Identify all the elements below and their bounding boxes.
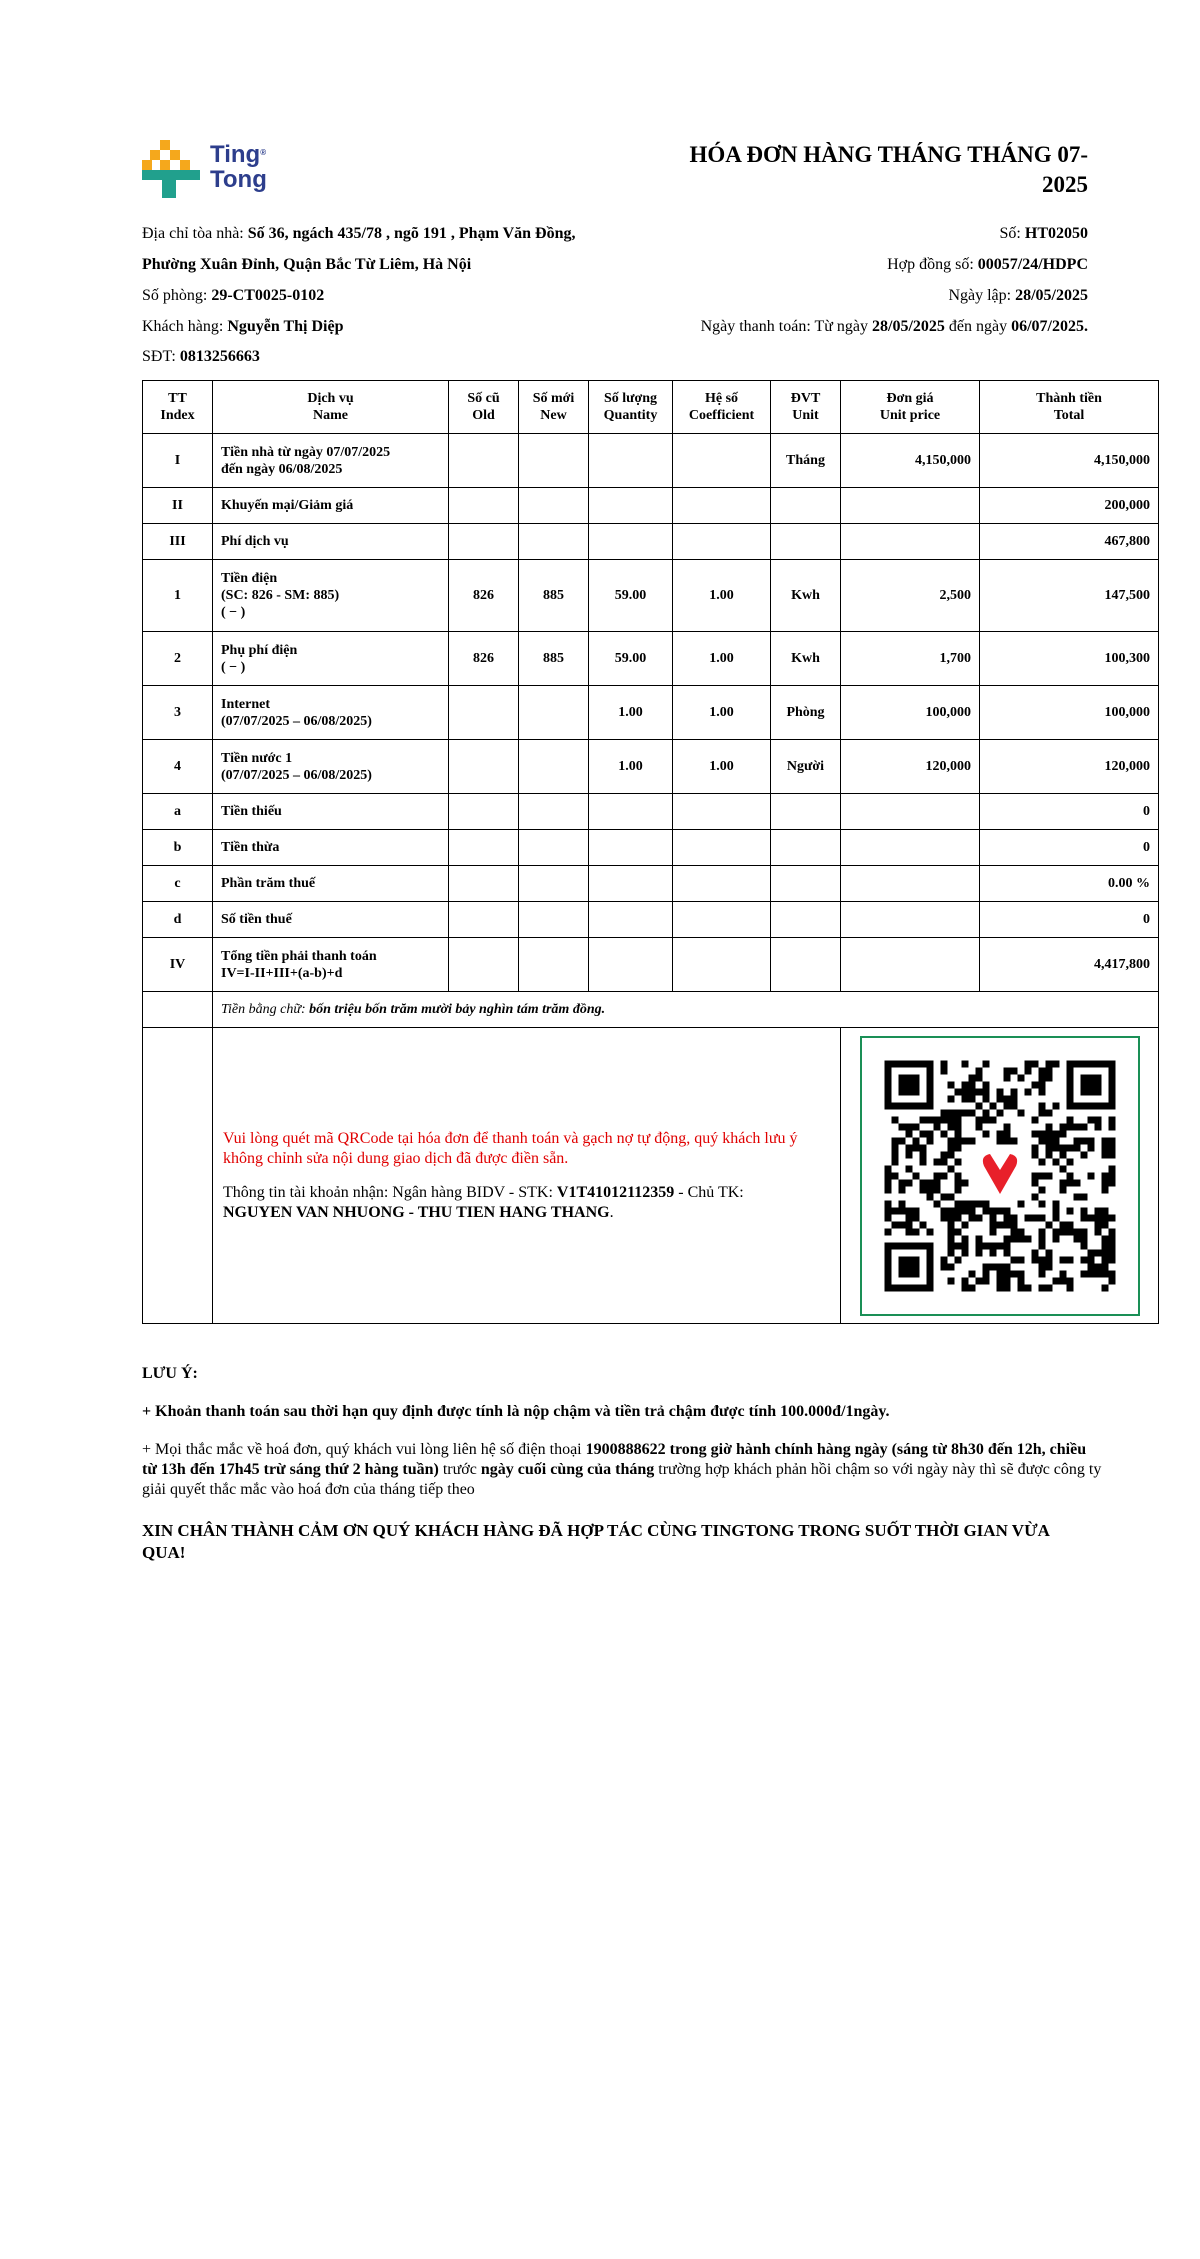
table-row	[143, 830, 1159, 866]
index-cell: I	[143, 434, 213, 488]
service-name-line: Internet	[221, 696, 270, 712]
phone-value: 0813256663	[179, 348, 260, 365]
room-value: 29-CT0025-0102	[211, 287, 325, 304]
column-header-label: Đơn giá	[886, 391, 934, 406]
new-reading-cell	[519, 902, 589, 938]
new-reading-cell	[519, 488, 589, 524]
quantity-cell: 1.00	[589, 686, 673, 740]
service-name-line: Tiền nhà từ ngày 07/07/2025	[221, 444, 391, 460]
name-cell	[213, 794, 449, 830]
coefficient-cell	[673, 488, 771, 524]
service-name-line: Phần trăm thuế	[221, 876, 316, 891]
customer-value: Nguyễn Thị Diệp	[227, 318, 344, 335]
table-row	[143, 488, 1159, 524]
service-name-line: (07/07/2025 – 06/08/2025)	[221, 767, 372, 783]
column-header	[673, 381, 771, 434]
column-header-label: Số lượng	[603, 391, 658, 406]
amount-in-words-cell	[213, 992, 1159, 1028]
quantity-cell: 1.00	[589, 740, 673, 794]
service-name-line: (SC: 826 - SM: 885)	[221, 588, 340, 603]
index-cell: 1	[143, 560, 213, 632]
table-row	[143, 686, 1159, 740]
phone-line	[142, 347, 260, 367]
payment-period-line	[701, 317, 1088, 337]
column-header	[143, 381, 213, 434]
column-header-sublabel: Unit	[792, 408, 819, 423]
name-cell	[213, 902, 449, 938]
unit-cell	[771, 902, 841, 938]
amount-in-words-row	[143, 992, 1159, 1028]
new-reading-cell	[519, 794, 589, 830]
unit-price-cell: 1,700	[841, 632, 980, 686]
invoice-number-value: HT02050	[1024, 225, 1088, 242]
index-cell: 3	[143, 686, 213, 740]
column-header-label: Số cũ	[467, 391, 500, 406]
table-row	[143, 434, 1159, 488]
table-row	[143, 866, 1159, 902]
payment-period-label: Ngày thanh toán: Từ ngày	[700, 318, 873, 335]
table-header-row	[143, 381, 1159, 434]
address-value-2: Phường Xuân Đỉnh, Quận Bắc Từ Liêm, Hà Nội	[142, 256, 472, 273]
column-header-label: Số mới	[532, 391, 575, 406]
payment-period-mid: đến ngày	[944, 318, 1012, 335]
name-cell	[213, 830, 449, 866]
unit-cell: Kwh	[771, 632, 841, 686]
new-reading-cell	[519, 740, 589, 794]
unit-cell	[771, 524, 841, 560]
contact-note	[142, 1440, 1102, 1500]
old-reading-cell	[449, 866, 519, 902]
unit-price-cell	[841, 938, 980, 992]
coefficient-cell: 1.00	[673, 686, 771, 740]
unit-cell: Người	[771, 740, 841, 794]
unit-cell	[771, 830, 841, 866]
title-line-1: HÓA ĐƠN HÀNG THÁNG THÁNG 07-	[689, 142, 1088, 167]
bank-account-mid: - Chủ TK:	[674, 1183, 744, 1201]
contract-label: Hợp đồng số:	[887, 256, 978, 273]
room-label: Số phòng:	[142, 287, 212, 304]
service-name-line: ( − )	[221, 605, 246, 620]
new-reading-cell	[519, 686, 589, 740]
bank-account-end: .	[609, 1203, 614, 1221]
index-cell: d	[143, 902, 213, 938]
old-reading-cell	[449, 902, 519, 938]
column-header-sublabel: Index	[160, 408, 195, 423]
customer-line	[142, 317, 344, 337]
quantity-cell	[589, 794, 673, 830]
coefficient-cell	[673, 434, 771, 488]
old-reading-cell	[449, 830, 519, 866]
name-cell	[213, 488, 449, 524]
column-header-sublabel: Coefficient	[688, 408, 755, 423]
phone-label: SĐT:	[142, 348, 180, 365]
new-reading-cell	[519, 434, 589, 488]
column-header-label: ĐVT	[790, 391, 821, 406]
unit-cell: Kwh	[771, 560, 841, 632]
bank-account-prefix: Thông tin tài khoản nhận: Ngân hàng BIDV - STK:	[223, 1183, 557, 1201]
new-reading-cell	[519, 938, 589, 992]
late-payment-note: + Khoản thanh toán sau thời hạn quy định được tính là nộp chậm và tiền trả chậm được tính 100.000đ/1ngày.	[142, 1403, 890, 1420]
column-header	[589, 381, 673, 434]
in-words-value: bốn triệu bốn trăm mười bảy nghìn tám trăm đồng.	[309, 1002, 606, 1017]
quantity-cell: 59.00	[589, 560, 673, 632]
logo-word-ting: Ting	[210, 141, 261, 168]
name-cell	[213, 866, 449, 902]
payment-index-cell	[143, 1028, 213, 1324]
logo-wordmark	[210, 142, 267, 192]
unit-price-cell: 4,150,000	[841, 434, 980, 488]
index-cell: IV	[143, 938, 213, 992]
invoice-table	[142, 380, 1159, 1324]
column-header-sublabel: Unit price	[879, 408, 941, 423]
payment-to-value: 06/07/2025.	[1011, 318, 1088, 335]
coefficient-cell	[673, 938, 771, 992]
old-reading-cell	[449, 524, 519, 560]
column-header-sublabel: Name	[313, 408, 348, 423]
unit-cell	[771, 488, 841, 524]
quantity-cell	[589, 488, 673, 524]
contact-note-c: trước	[438, 1461, 481, 1478]
room-line	[142, 286, 324, 306]
table-body	[143, 434, 1159, 992]
index-cell: III	[143, 524, 213, 560]
qr-notice-text: Vui lòng quét mã QRCode tại hóa đơn để thanh toán và gạch nợ tự động, quý khách lưu ý không chỉnh sửa nội dung giao dịch đã được điền sẵn.	[223, 1129, 798, 1167]
address-line-2	[142, 255, 471, 275]
column-header-sublabel: Quantity	[603, 408, 658, 423]
unit-price-cell	[841, 866, 980, 902]
unit-price-cell: 120,000	[841, 740, 980, 794]
unit-cell	[771, 866, 841, 902]
contact-note-e: trường hợp khách phản hồi chậm so với ngày này thì sẽ được công ty giải quyết thắc mắc vào hoá đơn của tháng tiếp theo	[142, 1461, 1102, 1498]
column-header	[980, 381, 1159, 434]
column-header-label: TT	[168, 391, 187, 406]
unit-price-cell	[841, 902, 980, 938]
index-cell: 4	[143, 740, 213, 794]
contact-note-hotline: 1900888622 trong giờ hành chính hàng ngày (sáng từ 8h30 đến 12h, chiều từ 13h đến 17h45 trừ sáng thứ 2 hàng tuần)	[142, 1441, 1087, 1478]
service-name-line: (07/07/2025 – 06/08/2025)	[221, 713, 372, 729]
quantity-cell	[589, 866, 673, 902]
name-cell	[213, 938, 449, 992]
contract-value: 00057/24/HDPC	[977, 256, 1088, 273]
old-reading-cell	[449, 488, 519, 524]
service-name-line: Tiền thiếu	[221, 804, 282, 819]
contact-note-deadline: ngày cuối cùng của tháng	[480, 1461, 655, 1478]
name-cell	[213, 740, 449, 794]
column-header-sublabel: Total	[1053, 408, 1085, 423]
payment-qr-code[interactable]	[860, 1036, 1140, 1316]
contact-note-a: + Mọi thắc mắc về hoá đơn, quý khách vui lòng liên hệ số điện thoại	[142, 1441, 586, 1458]
total-cell: 200,000	[980, 488, 1159, 524]
unit-price-cell	[841, 794, 980, 830]
service-name-line: Khuyến mại/Giảm giá	[221, 498, 354, 513]
old-reading-cell	[449, 434, 519, 488]
name-cell	[213, 686, 449, 740]
service-name-line: Tiền điện	[221, 571, 278, 586]
notes-heading: LƯU Ý:	[142, 1365, 198, 1382]
unit-price-cell	[841, 488, 980, 524]
name-cell	[213, 560, 449, 632]
column-header-sublabel: New	[540, 408, 567, 423]
coefficient-cell	[673, 794, 771, 830]
quantity-cell	[589, 938, 673, 992]
index-cell: a	[143, 794, 213, 830]
table-row	[143, 938, 1159, 992]
index-cell: 2	[143, 632, 213, 686]
issue-date-value: 28/05/2025	[1015, 287, 1088, 304]
name-cell	[213, 434, 449, 488]
new-reading-cell	[519, 866, 589, 902]
coefficient-cell: 1.00	[673, 740, 771, 794]
bank-account-number: V1T41012112359	[556, 1183, 675, 1201]
table-row	[143, 632, 1159, 686]
name-cell	[213, 524, 449, 560]
total-cell: 4,150,000	[980, 434, 1159, 488]
thank-you-note: XIN CHÂN THÀNH CẢM ƠN QUÝ KHÁCH HÀNG ĐÃ HỢP TÁC CÙNG TINGTONG TRONG SUỐT THỜI GIAN VỪA QUA!	[142, 1521, 1049, 1562]
unit-cell: Tháng	[771, 434, 841, 488]
service-name-line: Phí dịch vụ	[221, 534, 289, 549]
old-reading-cell: 826	[449, 632, 519, 686]
qr-code-icon	[862, 1038, 1138, 1314]
issue-date-label: Ngày lập:	[948, 287, 1016, 304]
service-name-line: ( − )	[221, 659, 246, 675]
table-row	[143, 902, 1159, 938]
service-name-line: Số tiền thuế	[221, 912, 292, 927]
total-cell: 100,300	[980, 632, 1159, 686]
title-line-2: 2025	[1042, 172, 1088, 197]
coefficient-cell	[673, 830, 771, 866]
column-header	[519, 381, 589, 434]
old-reading-cell	[449, 686, 519, 740]
unit-price-cell	[841, 830, 980, 866]
index-cell: c	[143, 866, 213, 902]
payment-row	[143, 1028, 1159, 1324]
bank-account-holder: NGUYEN VAN NHUONG - THU TIEN HANG THANG	[223, 1203, 610, 1221]
table-row	[143, 524, 1159, 560]
address-label: Địa chỉ tòa nhà:	[142, 225, 248, 242]
new-reading-cell: 885	[519, 560, 589, 632]
total-cell: 0	[980, 830, 1159, 866]
column-header-label: Thành tiền	[1036, 391, 1102, 406]
coefficient-cell: 1.00	[673, 560, 771, 632]
payment-from-value: 28/05/2025	[872, 318, 945, 335]
logo-registered: ®	[260, 148, 267, 157]
unit-price-cell	[841, 524, 980, 560]
index-cell: II	[143, 488, 213, 524]
invoice-number-line	[1000, 224, 1088, 244]
total-cell: 147,500	[980, 560, 1159, 632]
service-name-line: Tiền nước 1	[221, 750, 293, 766]
service-name-line: Tổng tiền phải thanh toán	[221, 948, 377, 964]
bank-account-info	[223, 1183, 830, 1223]
quantity-cell	[589, 830, 673, 866]
table-row	[143, 560, 1159, 632]
new-reading-cell: 885	[519, 632, 589, 686]
service-name-line: Phụ phí điện	[221, 642, 298, 658]
total-cell: 0	[980, 902, 1159, 938]
column-header	[771, 381, 841, 434]
index-cell: b	[143, 830, 213, 866]
contract-line	[887, 255, 1088, 275]
coefficient-cell: 1.00	[673, 632, 771, 686]
address-value-1: Số 36, ngách 435/78 , ngõ 191 , Phạm Văn Đồng,	[247, 225, 576, 242]
quantity-cell	[589, 524, 673, 560]
old-reading-cell	[449, 938, 519, 992]
column-header-sublabel: Old	[472, 408, 495, 423]
invoice-number-label: Số:	[999, 225, 1025, 242]
coefficient-cell	[673, 866, 771, 902]
old-reading-cell	[449, 794, 519, 830]
tingtong-logo	[142, 140, 292, 202]
name-cell	[213, 632, 449, 686]
service-name-line: đến ngày 06/08/2025	[221, 461, 343, 477]
column-header	[449, 381, 519, 434]
column-header-label: Dịch vụ	[307, 391, 354, 406]
service-name-line: IV=I-II+III+(a-b)+d	[221, 965, 343, 981]
column-header-label: Hệ số	[704, 391, 739, 406]
total-cell: 467,800	[980, 524, 1159, 560]
coefficient-cell	[673, 902, 771, 938]
old-reading-cell: 826	[449, 560, 519, 632]
words-index-cell	[143, 992, 213, 1028]
invoice-title	[568, 140, 1088, 200]
unit-cell: Phòng	[771, 686, 841, 740]
unit-price-cell: 2,500	[841, 560, 980, 632]
qr-cell	[841, 1028, 1159, 1324]
issue-date-line	[948, 286, 1088, 306]
new-reading-cell	[519, 830, 589, 866]
total-cell: 0.00 %	[980, 866, 1159, 902]
logo-word-tong: Tong	[210, 166, 267, 193]
total-cell: 4,417,800	[980, 938, 1159, 992]
table-row	[143, 740, 1159, 794]
total-cell: 0	[980, 794, 1159, 830]
old-reading-cell	[449, 740, 519, 794]
total-cell: 120,000	[980, 740, 1159, 794]
column-header	[841, 381, 980, 434]
unit-cell	[771, 794, 841, 830]
service-name-line: Tiền thừa	[221, 840, 280, 855]
logo-mark-icon	[142, 140, 204, 202]
coefficient-cell	[673, 524, 771, 560]
quantity-cell	[589, 902, 673, 938]
customer-label: Khách hàng:	[142, 318, 228, 335]
in-words-label: Tiền bằng chữ:	[221, 1002, 310, 1017]
unit-cell	[771, 938, 841, 992]
new-reading-cell	[519, 524, 589, 560]
total-cell: 100,000	[980, 686, 1159, 740]
unit-price-cell: 100,000	[841, 686, 980, 740]
quantity-cell: 59.00	[589, 632, 673, 686]
quantity-cell	[589, 434, 673, 488]
table-row	[143, 794, 1159, 830]
address-line-1	[142, 224, 576, 244]
payment-info-cell	[213, 1028, 841, 1324]
column-header	[213, 381, 449, 434]
